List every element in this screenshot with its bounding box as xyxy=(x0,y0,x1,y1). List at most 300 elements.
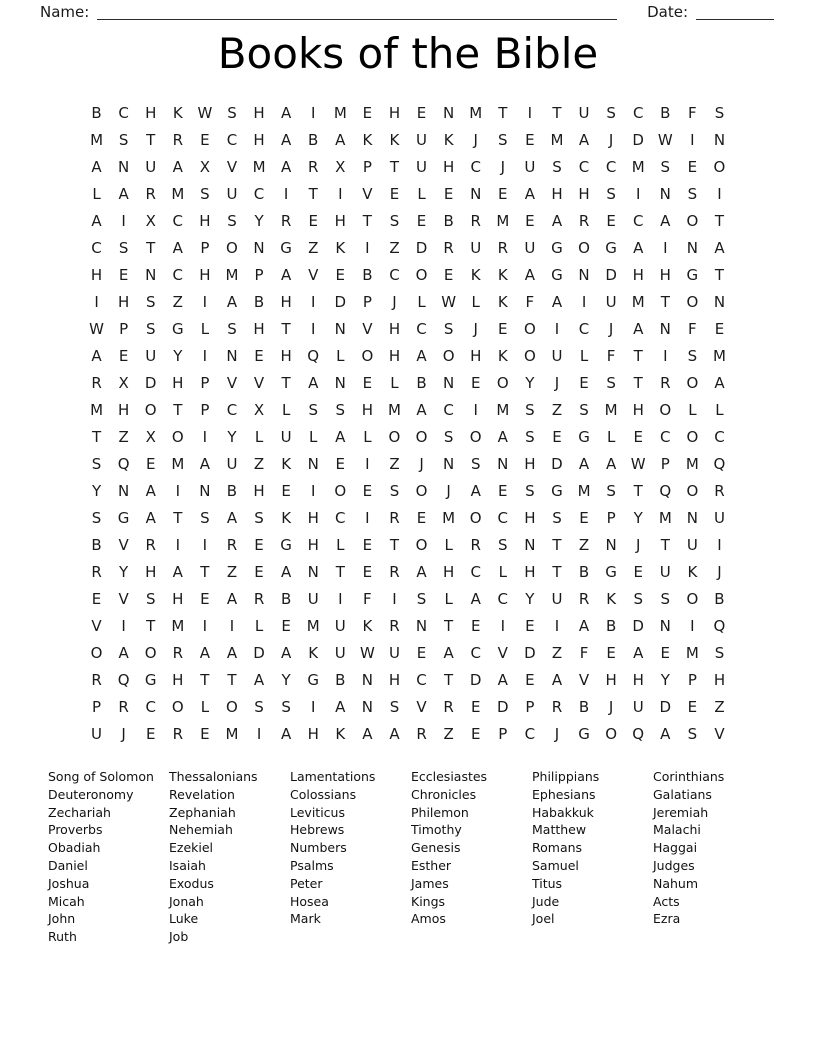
word-item: Timothy xyxy=(411,822,462,838)
grid-cell: S xyxy=(525,400,535,419)
grid-cell: I xyxy=(338,589,343,608)
grid-cell: S xyxy=(118,238,129,257)
grid-cell: E xyxy=(633,427,643,446)
word-item: Hebrews xyxy=(290,822,345,838)
grid-cell: W xyxy=(657,130,673,149)
word-item: Zechariah xyxy=(48,804,111,820)
grid-cell: A xyxy=(172,562,183,581)
grid-cell: A xyxy=(226,508,238,527)
grid-cell: Z xyxy=(308,238,319,257)
grid-cell: H xyxy=(145,103,157,122)
grid-cell: I xyxy=(202,427,208,446)
grid-cell: S xyxy=(606,481,616,500)
grid-cell: A xyxy=(470,481,481,500)
grid-cell: I xyxy=(717,535,722,554)
grid-cell: C xyxy=(714,427,725,446)
grid-cell: L xyxy=(336,535,345,554)
grid-cell: M xyxy=(631,157,645,176)
grid-cell: S xyxy=(145,292,156,311)
grid-cell: H xyxy=(307,508,319,527)
grid-cell: B xyxy=(660,103,671,122)
grid-cell: E xyxy=(362,481,373,500)
word-item: Job xyxy=(169,929,189,945)
grid-cell: K xyxy=(470,265,481,284)
grid-cell: F xyxy=(688,319,697,338)
grid-cell: T xyxy=(281,319,291,338)
grid-cell: H xyxy=(253,103,265,122)
grid-cell: Z xyxy=(443,724,454,743)
grid-cell: N xyxy=(145,265,157,284)
grid-cell: I xyxy=(202,346,208,365)
grid-cell: J xyxy=(554,373,560,392)
grid-cell: L xyxy=(688,400,697,419)
word-item: Exodus xyxy=(169,875,214,891)
grid-cell: O xyxy=(415,427,428,446)
grid-cell: I xyxy=(690,616,695,635)
grid-cell: M xyxy=(306,616,320,635)
grid-cell: D xyxy=(253,643,265,662)
grid-cell: P xyxy=(92,697,102,716)
grid-cell: E xyxy=(362,103,373,122)
grid-cell: R xyxy=(470,535,481,554)
grid-cell: R xyxy=(714,481,725,500)
grid-cell: U xyxy=(605,292,617,311)
grid-cell: O xyxy=(686,481,699,500)
grid-cell: S xyxy=(335,400,346,419)
grid-cell: I xyxy=(202,616,208,635)
grid-cell: I xyxy=(229,616,235,635)
grid-cell: U xyxy=(91,724,103,743)
grid-cell: H xyxy=(253,481,265,500)
grid-cell: I xyxy=(175,481,180,500)
word-item: Galatians xyxy=(653,786,712,802)
grid-cell: S xyxy=(552,508,562,527)
grid-cell: T xyxy=(444,616,454,635)
grid-cell: E xyxy=(281,616,291,635)
word-item: Matthew xyxy=(532,822,587,838)
grid-cell: S xyxy=(308,400,318,419)
grid-cell: I xyxy=(473,400,478,419)
grid-cell: G xyxy=(605,562,617,581)
grid-cell: O xyxy=(361,346,374,365)
grid-cell: E xyxy=(91,589,102,608)
grid-cell: R xyxy=(280,211,292,230)
grid-cell: O xyxy=(226,238,238,257)
grid-cell: A xyxy=(280,643,292,662)
grid-cell: O xyxy=(578,238,590,257)
date-label: Date: xyxy=(647,3,688,21)
grid-cell: Z xyxy=(226,562,238,581)
grid-cell: A xyxy=(416,346,427,365)
grid-cell: C xyxy=(335,508,346,527)
grid-cell: H xyxy=(388,670,401,689)
grid-cell: M xyxy=(496,400,510,419)
grid-cell: A xyxy=(335,427,346,446)
grid-cell: O xyxy=(659,400,672,419)
grid-cell: O xyxy=(415,481,428,500)
grid-cell: N xyxy=(199,481,211,500)
grid-cell: E xyxy=(633,562,643,581)
grid-cell: H xyxy=(172,373,184,392)
grid-cell: G xyxy=(605,238,617,257)
grid-cell: R xyxy=(145,184,156,203)
grid-cell: H xyxy=(578,184,590,203)
grid-cell: U xyxy=(226,184,238,203)
grid-cell: N xyxy=(524,535,536,554)
grid-cell: X xyxy=(199,157,210,176)
grid-cell: I xyxy=(690,130,695,149)
grid-cell: B xyxy=(226,481,238,500)
grid-cell: T xyxy=(552,103,562,122)
word-item: Kings xyxy=(411,893,446,909)
grid-cell: A xyxy=(389,724,400,743)
grid-cell: A xyxy=(416,400,427,419)
grid-cell: C xyxy=(416,670,427,689)
grid-cell: K xyxy=(443,130,454,149)
header xyxy=(0,0,816,21)
grid-cell: A xyxy=(470,589,481,608)
grid-cell: S xyxy=(254,508,264,527)
grid-cell: L xyxy=(200,697,210,716)
grid-cell: T xyxy=(173,400,183,419)
grid-cell: T xyxy=(714,211,725,230)
grid-cell: C xyxy=(253,184,265,203)
grid-cell: O xyxy=(415,535,428,554)
grid-cell: E xyxy=(579,373,589,392)
grid-cell: K xyxy=(497,292,508,311)
grid-cell: I xyxy=(635,184,641,203)
grid-cell: P xyxy=(200,238,210,257)
grid-cell: W xyxy=(89,319,104,338)
grid-cell: P xyxy=(200,373,210,392)
grid-cell: U xyxy=(416,157,428,176)
grid-cell: A xyxy=(578,616,590,635)
grid-cell: X xyxy=(145,427,156,446)
grid-cell: R xyxy=(660,373,671,392)
grid-cell: U xyxy=(416,130,428,149)
grid-cell: E xyxy=(498,184,508,203)
grid-cell: S xyxy=(91,454,102,473)
grid-cell: M xyxy=(685,643,699,662)
grid-cell: A xyxy=(280,130,292,149)
word-item: Hosea xyxy=(290,893,329,909)
grid-cell: E xyxy=(254,346,264,365)
grid-cell: M xyxy=(225,265,239,284)
grid-cell: A xyxy=(199,454,210,473)
grid-cell: N xyxy=(713,130,726,149)
word-item: Psalms xyxy=(290,857,334,873)
grid-cell: F xyxy=(688,103,697,122)
grid-cell: R xyxy=(497,238,508,257)
grid-cell: Q xyxy=(713,616,726,635)
grid-cell: R xyxy=(389,562,400,581)
grid-cell: M xyxy=(171,184,185,203)
word-item: Thessalonians xyxy=(169,769,258,784)
grid-cell: N xyxy=(686,508,698,527)
grid-cell: C xyxy=(226,400,238,419)
grid-cell: N xyxy=(443,454,455,473)
grid-cell: U xyxy=(524,157,536,176)
grid-cell: Y xyxy=(119,562,129,581)
grid-cell: M xyxy=(171,616,185,635)
grid-cell: A xyxy=(633,319,644,338)
grid-cell: J xyxy=(635,535,641,554)
grid-cell: U xyxy=(578,103,590,122)
word-item: Micah xyxy=(48,893,85,909)
grid-cell: C xyxy=(118,103,129,122)
grid-cell: M xyxy=(90,400,104,419)
grid-cell: S xyxy=(200,508,210,527)
word-item: James xyxy=(411,875,449,891)
grid-cell: E xyxy=(145,724,156,743)
grid-cell: L xyxy=(498,562,507,581)
grid-cell: C xyxy=(524,724,536,743)
word-item: Luke xyxy=(169,911,199,927)
grid-cell: E xyxy=(525,130,535,149)
grid-cell: I xyxy=(554,319,560,338)
grid-cell: G xyxy=(551,238,563,257)
grid-cell: K xyxy=(335,724,346,743)
grid-cell: G xyxy=(551,481,563,500)
word-item: Judges xyxy=(653,857,695,873)
grid-cell: W xyxy=(359,643,375,662)
grid-cell: T xyxy=(633,373,643,392)
grid-cell: O xyxy=(171,697,184,716)
grid-cell: V xyxy=(714,724,725,743)
grid-cell: S xyxy=(633,589,643,608)
grid-cell: N xyxy=(361,697,373,716)
grid-cell: Z xyxy=(551,400,563,419)
grid-cell: S xyxy=(200,184,210,203)
grid-cell: X xyxy=(145,211,156,230)
grid-cell: L xyxy=(417,184,426,203)
word-item: Mark xyxy=(290,911,321,927)
grid-cell: T xyxy=(660,292,670,311)
grid-cell: Y xyxy=(660,670,670,689)
grid-cell: E xyxy=(470,724,481,743)
word-item: Philemon xyxy=(411,804,469,820)
grid-cell: O xyxy=(686,292,699,311)
grid-cell: J xyxy=(121,724,126,743)
grid-cell: C xyxy=(660,427,671,446)
grid-cell: R xyxy=(578,589,590,608)
grid-cell: K xyxy=(281,454,292,473)
grid-cell: H xyxy=(90,265,103,284)
grid-cell: E xyxy=(498,481,508,500)
grid-cell: H xyxy=(280,292,292,311)
grid-cell: Q xyxy=(659,481,672,500)
word-item: Chronicles xyxy=(411,786,477,802)
grid-cell: E xyxy=(552,427,562,446)
grid-cell: M xyxy=(631,292,645,311)
grid-cell: A xyxy=(714,238,725,257)
grid-cell: J xyxy=(608,697,614,716)
grid-cell: S xyxy=(118,130,129,149)
word-item: Samuel xyxy=(532,857,579,873)
grid-cell: O xyxy=(496,373,509,392)
grid-cell: O xyxy=(334,481,347,500)
grid-cell: E xyxy=(687,697,698,716)
grid-cell: T xyxy=(660,535,670,554)
grid-cell: S xyxy=(227,211,237,230)
word-item: Isaiah xyxy=(169,857,206,873)
grid-cell: R xyxy=(172,724,183,743)
grid-cell: Y xyxy=(91,481,102,500)
grid-cell: I xyxy=(310,292,316,311)
grid-cell: I xyxy=(94,292,99,311)
word-item: Jonah xyxy=(169,893,204,909)
grid-cell: H xyxy=(551,184,563,203)
grid-cell: G xyxy=(307,670,320,689)
grid-cell: T xyxy=(146,616,156,635)
grid-cell: I xyxy=(554,616,560,635)
grid-cell: M xyxy=(90,130,104,149)
grid-cell: H xyxy=(307,535,319,554)
date-blank-line xyxy=(696,4,774,20)
grid-cell: R xyxy=(551,697,563,716)
grid-cell: T xyxy=(633,346,643,365)
grid-cell: E xyxy=(579,508,589,527)
grid-cell: O xyxy=(144,400,157,419)
word-item: Leviticus xyxy=(290,804,345,820)
page-title: Books of the Bible xyxy=(217,29,599,78)
grid-cell: T xyxy=(200,670,210,689)
grid-cell: R xyxy=(145,535,156,554)
grid-cell: E xyxy=(714,319,725,338)
grid-cell: U xyxy=(145,346,157,365)
grid-cell: S xyxy=(687,724,698,743)
grid-cell: X xyxy=(253,400,265,419)
grid-cell: L xyxy=(254,427,264,446)
grid-cell: T xyxy=(200,562,210,581)
grid-cell: S xyxy=(281,697,291,716)
grid-cell: F xyxy=(579,643,589,662)
grid-cell: L xyxy=(92,184,101,203)
word-item: Amos xyxy=(411,911,446,927)
word-item: Haggai xyxy=(653,840,698,856)
grid-cell: H xyxy=(253,130,265,149)
name-label: Name: xyxy=(40,3,90,21)
grid-cell: S xyxy=(389,481,400,500)
grid-cell: U xyxy=(713,508,725,527)
grid-cell: M xyxy=(171,454,185,473)
grid-cell: N xyxy=(470,184,482,203)
grid-cell: R xyxy=(443,238,454,257)
grid-cell: K xyxy=(281,508,292,527)
grid-cell: D xyxy=(334,292,347,311)
grid-cell: M xyxy=(550,130,564,149)
grid-cell: O xyxy=(144,643,157,662)
grid-cell: E xyxy=(362,373,373,392)
grid-cell: V xyxy=(118,535,129,554)
grid-cell: H xyxy=(199,211,211,230)
grid-cell: E xyxy=(525,670,535,689)
grid-cell: T xyxy=(146,130,156,149)
grid-cell: T xyxy=(552,535,562,554)
grid-cell: B xyxy=(308,130,319,149)
grid-cell: E xyxy=(470,697,481,716)
grid-cell: Y xyxy=(254,211,264,230)
word-item: Romans xyxy=(532,840,583,856)
grid-cell: R xyxy=(226,535,238,554)
grid-cell: U xyxy=(307,589,319,608)
grid-cell: W xyxy=(441,292,457,311)
grid-cell: O xyxy=(469,427,482,446)
grid-cell: I xyxy=(310,481,316,500)
word-column xyxy=(411,768,532,946)
grid-cell: U xyxy=(686,535,698,554)
grid-cell: I xyxy=(717,184,722,203)
grid-cell: V xyxy=(362,184,373,203)
grid-cell: S xyxy=(660,589,671,608)
grid-cell: A xyxy=(172,157,183,176)
grid-cell: A xyxy=(118,184,129,203)
word-column xyxy=(48,768,169,946)
grid-cell: J xyxy=(608,130,614,149)
grid-cell: T xyxy=(146,238,156,257)
grid-cell: T xyxy=(552,562,562,581)
grid-cell: E xyxy=(200,130,210,149)
grid-cell: N xyxy=(334,373,346,392)
grid-cell: O xyxy=(686,373,699,392)
grid-cell: A xyxy=(714,373,725,392)
grid-cell: N xyxy=(659,184,671,203)
grid-cell: H xyxy=(117,292,130,311)
letter-grid xyxy=(83,99,733,747)
grid-cell: L xyxy=(606,427,616,446)
grid-cell: A xyxy=(660,724,671,743)
grid-cell: C xyxy=(172,265,184,284)
grid-cell: J xyxy=(608,319,614,338)
grid-cell: Y xyxy=(525,373,535,392)
word-item: Joel xyxy=(532,911,555,927)
grid-cell: C xyxy=(605,157,617,176)
grid-cell: X xyxy=(335,157,346,176)
word-item: Nehemiah xyxy=(169,822,233,838)
grid-cell: S xyxy=(145,319,156,338)
grid-cell: E xyxy=(416,643,427,662)
grid-cell: S xyxy=(687,346,698,365)
grid-cell: A xyxy=(91,157,102,176)
grid-cell: A xyxy=(145,508,156,527)
grid-cell: T xyxy=(389,535,400,554)
grid-cell: S xyxy=(227,319,237,338)
grid-cell: O xyxy=(388,427,401,446)
grid-cell: N xyxy=(334,319,346,338)
grid-cell: A xyxy=(497,427,508,446)
grid-cell: N xyxy=(415,616,428,635)
grid-cell: J xyxy=(717,562,722,581)
grid-cell: T xyxy=(281,373,291,392)
grid-cell: C xyxy=(226,130,238,149)
word-item: Ezekiel xyxy=(169,840,214,856)
word-item: Zephaniah xyxy=(169,804,236,820)
grid-cell: M xyxy=(577,481,591,500)
word-item: Titus xyxy=(532,875,563,891)
grid-cell: F xyxy=(363,589,372,608)
grid-cell: H xyxy=(524,454,536,473)
grid-cell: L xyxy=(417,292,426,311)
grid-cell: R xyxy=(470,211,481,230)
grid-cell: I xyxy=(500,616,505,635)
grid-cell: R xyxy=(172,130,183,149)
grid-cell: Z xyxy=(714,697,725,716)
grid-cell: C xyxy=(470,562,481,581)
grid-cell: R xyxy=(172,643,183,662)
grid-cell: V xyxy=(253,373,265,392)
grid-cell: I xyxy=(365,508,370,527)
grid-cell: N xyxy=(307,562,319,581)
